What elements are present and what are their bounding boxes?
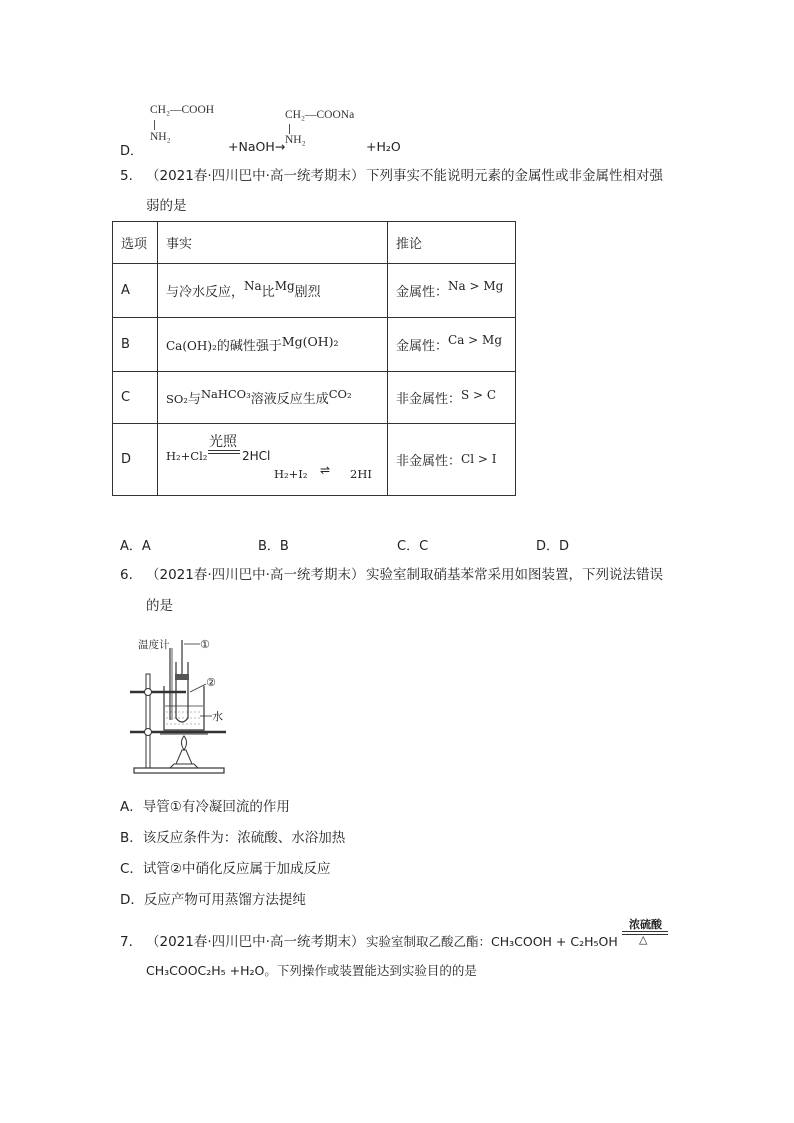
equation-product: 2HCl (242, 448, 271, 463)
table-row (113, 264, 516, 318)
table-header: 事实 (158, 222, 388, 264)
table-header-row (113, 222, 516, 264)
choice-d[interactable]: D．D (536, 539, 570, 554)
formula: Cl > I (461, 452, 497, 466)
water-label: 水 (212, 710, 223, 723)
reaction-arrow-line (622, 931, 668, 932)
choice-c[interactable]: C．试管②中硝化反应属于加成反应 (120, 861, 331, 877)
reactant-formula-bottom: NH₂ (150, 131, 171, 143)
reaction-arrow-line (208, 450, 240, 451)
fact-text: 溶液反应生成 (250, 392, 329, 407)
table-row (113, 372, 516, 424)
equation-reactants: H₂+I₂ (274, 466, 308, 481)
reaction-arrow-line (208, 453, 240, 454)
inference-text: 金属性： (396, 339, 449, 354)
inference-text: 金属性： (396, 285, 449, 300)
question-source: （2021春·四川巴中·高一统考期末） (146, 934, 365, 950)
question-number: 7. (120, 934, 133, 950)
nitrobenzene-apparatus-figure (126, 634, 236, 776)
fact-text: 剧烈 (294, 285, 321, 300)
thermometer-label: 温度计 (138, 639, 170, 651)
question-number: 6. (120, 567, 133, 583)
choice-d[interactable]: D．反应产物可用蒸馏方法提纯 (120, 892, 306, 908)
table-header: 推论 (388, 222, 516, 264)
formula: S > C (461, 388, 497, 402)
fact-cell (158, 318, 388, 372)
table-row (113, 318, 516, 372)
fact-cell (158, 264, 388, 318)
question-stem: 实验室制取乙酸乙酯：CH₃COOH + C₂H₅OH (366, 934, 618, 949)
option-label: D． (120, 144, 144, 159)
choice-b[interactable]: B．该反应条件为：浓硫酸、水浴加热 (120, 830, 346, 846)
product-formula-top: CH₂—COONa (285, 109, 355, 121)
bond-line (154, 120, 155, 130)
fact-text: 与 (187, 392, 201, 407)
fact-cell (158, 424, 388, 496)
formula: CO₂ (328, 387, 352, 401)
facts-table (112, 221, 516, 496)
formula: NaHCO₃ (200, 387, 251, 401)
formula: Ca > Mg (448, 333, 503, 347)
formula: Mg (274, 279, 295, 293)
equilibrium-arrow-icon: ⇌ (320, 462, 331, 477)
question-stem-cont: 弱的是 (146, 198, 187, 214)
formula: Na (244, 279, 262, 293)
reactant-formula-top: CH₂—COOH (150, 104, 215, 116)
choice-c[interactable]: C．C (397, 539, 429, 554)
fact-text: 比 (261, 285, 275, 300)
question-source: （2021春·四川巴中·高一统考期末） (146, 567, 365, 583)
formula: Mg(OH)₂ (281, 334, 339, 349)
equation-product: 2HI (350, 466, 372, 481)
question-stem-cont: 的是 (146, 598, 173, 614)
question-stem: 实验室制取硝基苯常采用如图装置，下列说法错误 (366, 567, 663, 583)
equation-reactants: H₂+Cl₂ (166, 448, 208, 463)
fact-cell (158, 372, 388, 424)
option-cell: B (113, 318, 158, 372)
bond-line (289, 124, 290, 134)
formula: SO₂ (166, 392, 188, 406)
choice-a[interactable]: A．A (120, 539, 151, 554)
option-cell: A (113, 264, 158, 318)
formula: Ca(OH)₂ (166, 339, 217, 353)
fact-text: 与冷水反应， (166, 285, 245, 300)
option-cell: D (113, 424, 158, 496)
fact-text: 的碱性强于 (216, 339, 282, 354)
naoh-reagent: +NaOH→ (228, 139, 286, 154)
inference-cell (388, 318, 516, 372)
table-row (113, 424, 516, 496)
question-number: 5. (120, 168, 133, 184)
table-header: 选项 (113, 222, 158, 264)
inference-text: 非金属性： (396, 454, 462, 469)
tube2-label: ② (206, 676, 216, 689)
inference-cell (388, 372, 516, 424)
reaction-condition-catalyst: 浓硫酸 (629, 918, 662, 931)
choice-a[interactable]: A．导管①有冷凝回流的作用 (120, 799, 290, 815)
water-product: +H₂O (366, 139, 401, 154)
question-stem-cont: CH₃COOC₂H₅ +H₂O。下列操作或装置能达到实验目的的是 (146, 963, 477, 978)
question-source: （2021春·四川巴中·高一统考期末） (146, 168, 365, 184)
heat-symbol: △ (639, 933, 648, 946)
tube1-label: ① (200, 638, 210, 651)
inference-cell (388, 424, 516, 496)
product-formula-bottom: NH₂ (285, 134, 306, 146)
formula: Na > Mg (448, 279, 504, 293)
inference-cell (388, 264, 516, 318)
choice-b[interactable]: B．B (258, 539, 289, 554)
inference-text: 非金属性： (396, 392, 462, 407)
option-cell: C (113, 372, 158, 424)
question-stem: 下列事实不能说明元素的金属性或非金属性相对强 (366, 168, 663, 184)
reaction-condition: 光照 (209, 433, 237, 450)
